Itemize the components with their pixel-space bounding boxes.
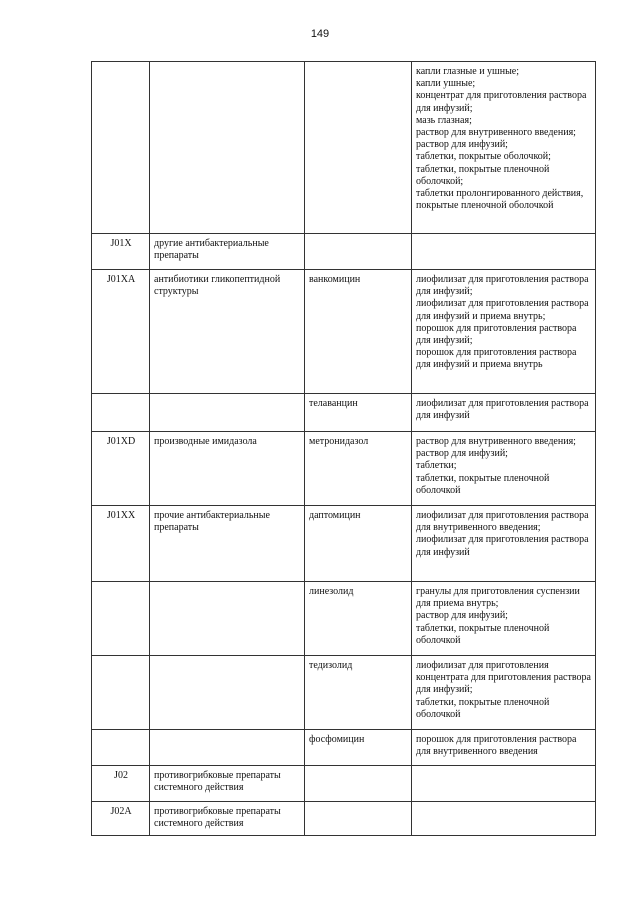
dosage-forms-cell	[412, 656, 596, 730]
atc-code-cell	[92, 730, 150, 766]
dosage-form-line: лиофилизат для приготовления раствора для инфузий	[416, 398, 589, 422]
group-cell	[150, 62, 305, 234]
dosage-form-line: раствор для инфузий;	[416, 448, 508, 460]
dosage-form-line: концентрат для приготовления раствора для инфузий;	[416, 90, 587, 114]
dosage-form-line: раствор для инфузий;	[416, 139, 508, 151]
dosage-form-line: таблетки, покрытые пленочной оболочкой	[416, 622, 550, 646]
table-row	[92, 582, 596, 656]
dosage-forms-cell	[412, 802, 596, 836]
dosage-forms-cell	[412, 234, 596, 270]
atc-code-cell	[92, 62, 150, 234]
dosage-form-line: таблетки, покрытые пленочной оболочкой;	[416, 163, 550, 187]
table-row	[92, 234, 596, 270]
atc-code-cell: J01XX	[92, 506, 150, 582]
table-row	[92, 394, 596, 432]
drug-name-cell: даптомицин	[305, 506, 412, 582]
table-row	[92, 730, 596, 766]
table-row	[92, 270, 596, 394]
dosage-form-line: раствор для инфузий;	[416, 610, 508, 622]
dosage-form-line: мазь глазная;	[416, 114, 472, 126]
group-cell	[150, 656, 305, 730]
drug-name-cell	[305, 766, 412, 802]
atc-code-cell: J01XD	[92, 432, 150, 506]
drug-name-cell: линезолид	[305, 582, 412, 656]
dosage-forms-cell	[412, 766, 596, 802]
dosage-form-line: лиофилизат для приготовления раствора для инфузий;	[416, 274, 589, 298]
drug-name-cell	[305, 802, 412, 836]
dosage-form-line: таблетки;	[416, 460, 457, 472]
group-cell	[150, 582, 305, 656]
group-cell: производные имидазола	[150, 432, 305, 506]
dosage-forms-cell	[412, 394, 596, 432]
atc-code-cell	[92, 582, 150, 656]
dosage-form-line: капли глазные и ушные;	[416, 66, 520, 77]
atc-code-cell: J02	[92, 766, 150, 802]
drug-name-cell	[305, 234, 412, 270]
dosage-form-line: лиофилизат для приготовления раствора для инфузий и приема внутрь;	[416, 298, 589, 322]
drug-name-cell: тедизолид	[305, 656, 412, 730]
dosage-form-line: лиофилизат для приготовления раствора для внутривенного введения;	[416, 510, 589, 534]
dosage-form-line: таблетки пролонгированного действия, покрытые пленочной оболочкой	[416, 188, 584, 212]
dosage-form-line: порошок для приготовления раствора для инфузий;	[416, 322, 577, 347]
dosage-form-line: капли ушные;	[416, 78, 476, 90]
dosage-form-line: таблетки, покрытые пленочной оболочкой	[416, 696, 550, 720]
atc-code-cell: J01X	[92, 234, 150, 270]
dosage-forms-cell	[412, 432, 596, 506]
group-cell	[150, 730, 305, 766]
dosage-forms-cell	[412, 62, 596, 234]
dosage-forms-cell	[412, 730, 596, 766]
drug-name-cell	[305, 62, 412, 234]
atc-code-cell: J02A	[92, 802, 150, 836]
dosage-forms-cell	[412, 506, 596, 582]
group-cell: противогрибковые препараты системного действия	[150, 766, 305, 802]
drug-name-cell: метронидазол	[305, 432, 412, 506]
group-cell	[150, 394, 305, 432]
atc-code-cell	[92, 394, 150, 432]
dosage-form-line: лиофилизат для приготовления раствора для инфузий	[416, 534, 589, 558]
dosage-form-line: раствор для внутривенного введения;	[416, 436, 576, 447]
table-row	[92, 766, 596, 802]
group-cell: прочие антибактериальные препараты	[150, 506, 305, 582]
table-row	[92, 432, 596, 506]
medication-table	[91, 61, 596, 836]
dosage-form-line: таблетки, покрытые оболочкой;	[416, 151, 551, 163]
drug-name-cell: ванкомицин	[305, 270, 412, 394]
dosage-form-line: лиофилизат для приготовления концентрата для приготовления раствора для инфузий;	[416, 660, 591, 696]
dosage-form-line: порошок для приготовления раствора для инфузий и приема внутрь	[416, 347, 577, 371]
atc-code-cell	[92, 656, 150, 730]
drug-name-cell: телаванцин	[305, 394, 412, 432]
atc-code-cell: J01XA	[92, 270, 150, 394]
page-number: 149	[310, 28, 330, 40]
dosage-form-line: гранулы для приготовления суспензии для приема внутрь;	[416, 586, 580, 610]
dosage-form-line: таблетки, покрытые пленочной оболочкой	[416, 472, 550, 496]
dosage-forms-cell	[412, 270, 596, 394]
table-row	[92, 62, 596, 234]
dosage-forms-cell	[412, 582, 596, 656]
dosage-form-line: раствор для внутривенного введения;	[416, 127, 576, 139]
table-row	[92, 802, 596, 836]
group-cell: противогрибковые препараты системного действия	[150, 802, 305, 836]
group-cell: другие антибактериальные препараты	[150, 234, 305, 270]
dosage-form-line: порошок для приготовления раствора для внутривенного введения	[416, 734, 577, 758]
group-cell: антибиотики гликопептидной структуры	[150, 270, 305, 394]
table-row	[92, 656, 596, 730]
table-row	[92, 506, 596, 582]
drug-name-cell: фосфомицин	[305, 730, 412, 766]
